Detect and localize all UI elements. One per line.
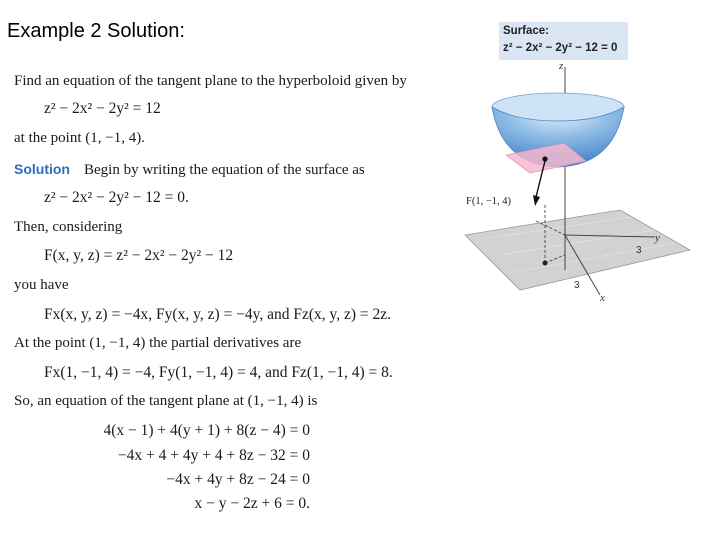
F-definition: F(x, y, z) = z² − 2x² − 2y² − 12 [44,247,234,264]
point-label: F(1, −1, 4) [466,196,512,207]
solution-intro-line [14,161,365,179]
then-considering-text: Then, considering [14,219,123,235]
y-axis-label: y [655,232,660,244]
surface-caption-title: Surface: [503,25,550,37]
problem-point-text: at the point (1, −1, 4). [14,130,145,146]
step-2: −4x + 4 + 4y + 4 + 8z − 32 = 0 [117,447,310,464]
x-axis-label: x [600,292,605,304]
xy-plane [465,210,690,290]
at-point-text: At the point (1, −1, 4) the partial derivatives are [14,335,302,351]
partial-derivatives: Fx(x, y, z) = −4x, Fy(x, y, z) = −4y, and Fz(x, y, z) = 2z. [44,306,392,323]
z-axis-label: z [559,60,564,72]
surface-caption-equation: z² − 2x² − 2y² − 12 = 0 [503,42,618,54]
solution-label: Solution [14,161,70,177]
solution-begin-text: Begin by writing the equation of the surface as [84,162,365,178]
slide-title: Example 2 Solution: [7,20,185,42]
you-have-text: you have [14,277,69,293]
y-tick-3: 3 [636,245,642,256]
x-tick-3: 3 [574,280,580,291]
problem-equation: z² − 2x² − 2y² = 12 [44,100,161,117]
so-text: So, an equation of the tangent plane at (1, −1, 4) is [14,393,318,409]
partials-at-point: Fx(1, −1, 4) = −4, Fy(1, −1, 4) = 4, and Fz(1, −1, 4) = 8. [44,364,393,381]
rewritten-equation: z² − 2x² − 2y² − 12 = 0. [44,189,189,206]
hyperboloid-figure [450,55,695,305]
problem-intro: Find an equation of the tangent plane to the hyperboloid given by [14,73,407,89]
step-4: x − y − 2z + 6 = 0. [194,495,310,512]
tangent-point [542,156,547,161]
step-3: −4x + 4y + 8z − 24 = 0 [166,471,310,488]
step-1: 4(x − 1) + 4(y + 1) + 8(z − 4) = 0 [103,422,310,439]
